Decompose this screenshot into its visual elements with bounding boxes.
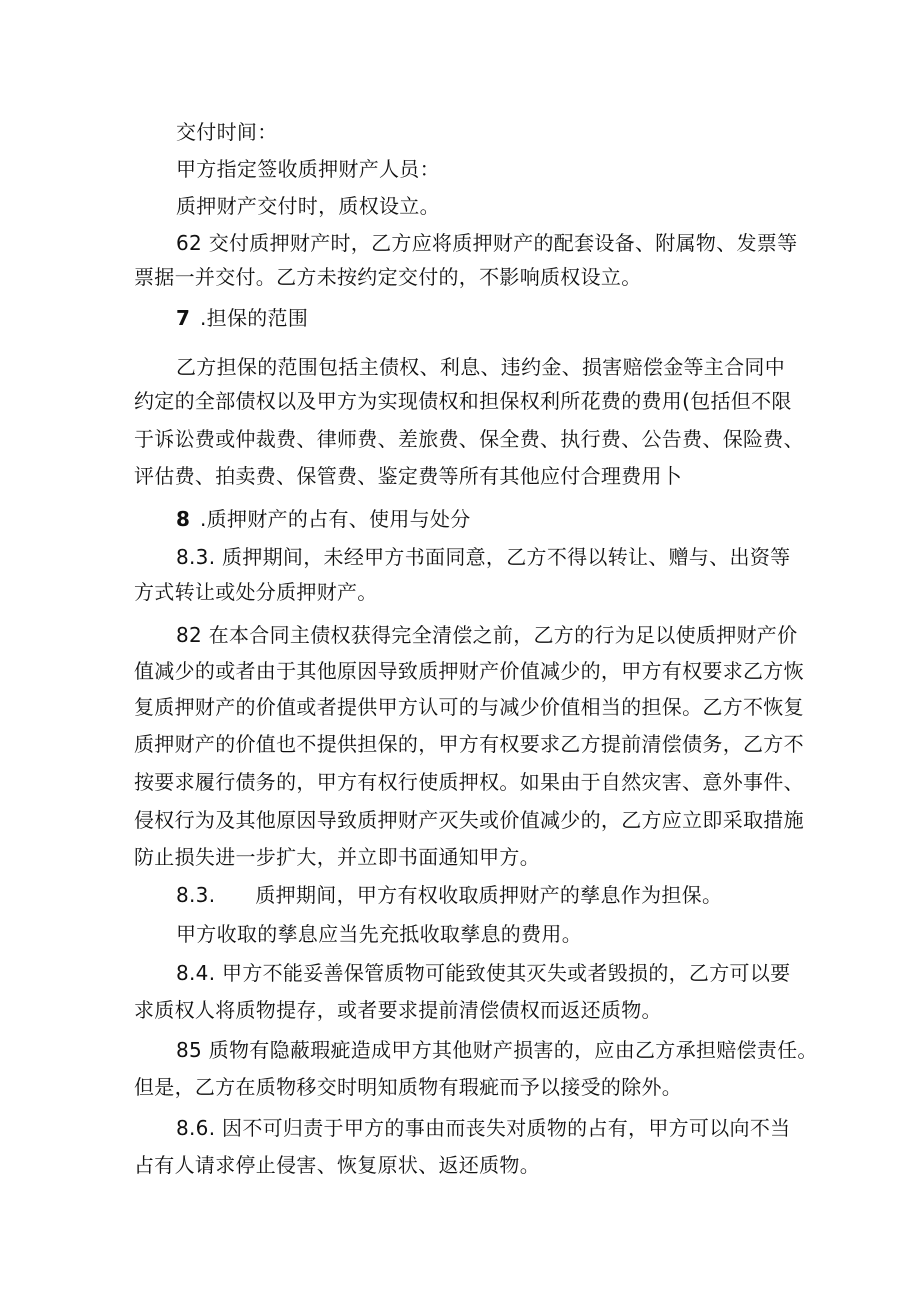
- text-line: 方式转让或处分质押财产。: [134, 580, 378, 604]
- section-title: .担保的范围: [200, 306, 309, 330]
- clause-number: 8.3.: [176, 883, 216, 907]
- text-line: 质押财产的价值也不提供担保的，甲方有权要求乙方提前清偿债务，乙方不: [134, 732, 804, 756]
- text-line: 8.3. 质押期间，未经甲方书面同意，乙方不得以转让、赠与、出资等: [176, 545, 791, 569]
- text-line: 防止损失进一步扩大，并立即书面通知甲方。: [134, 845, 540, 869]
- text-line: 82 在本合同主债权获得完全清偿之前，乙方的行为足以使质押财产价: [176, 623, 798, 647]
- text-line: 乙方担保的范围包括主债权、利息、违约金、损害赔偿金等主合同中: [176, 355, 785, 379]
- section-number: 8: [176, 507, 191, 531]
- text-line: 约定的全部债权以及甲方为实现债权和担保权利所花费的费用(包括但不限: [134, 389, 792, 413]
- text-line: 于诉讼费或仲裁费、律师费、差旅费、保全费、执行费、公告费、保险费、: [134, 427, 804, 451]
- text-line: 甲方指定签收质押财产人员：: [176, 157, 440, 181]
- section-heading-7: [176, 304, 796, 332]
- text-line: 8.6. 因不可归责于甲方的事由而丧失对质物的占有，甲方可以向不当: [176, 1116, 791, 1140]
- text-line: 按要求履行债务的，甲方有权行使质押权。如果由于自然灾害、意外事件、: [134, 770, 804, 794]
- text-line: 值减少的或者由于其他原因导致质押财产价值减少的，甲方有权要求乙方恢: [134, 659, 804, 683]
- section-heading-8: [176, 505, 796, 533]
- section-title: .质押财产的占有、使用与处分: [200, 507, 471, 531]
- text-line: 85 质物有隐蔽瑕疵造成甲方其他财产损害的，应由乙方承担赔偿责任。: [176, 1038, 818, 1062]
- text-line: 侵权行为及其他原因导致质押财产灭失或价值减少的，乙方应立即采取措施: [134, 808, 804, 832]
- text-line: 但是，乙方在质物移交时明知质物有瑕疵而予以接受的除外。: [134, 1075, 683, 1099]
- text-line: 交付时间：: [176, 120, 278, 144]
- text-line: 占有人请求停止侵害、恢复原状、返还质物。: [134, 1153, 540, 1177]
- text-line: 复质押财产的价值或者提供甲方认可的与减少价值相当的担保。乙方不恢复: [134, 695, 804, 719]
- text-line: [176, 881, 796, 909]
- section-number: 7: [176, 306, 191, 330]
- text-line: 甲方收取的孳息应当先充抵收取孳息的费用。: [176, 922, 582, 946]
- text-line: 8.4. 甲方不能妥善保管质物可能致使其灭失或者毁损的，乙方可以要: [176, 961, 791, 985]
- clause-text: 质押期间，甲方有权收取质押财产的孳息作为担保。: [255, 883, 723, 907]
- text-line: 质押财产交付时，质权设立。: [176, 194, 440, 218]
- text-line: 求质权人将质物提存，或者要求提前清偿债权而返还质物。: [134, 998, 662, 1022]
- text-line: 62 交付质押财产时，乙方应将质押财产的配套设备、附属物、发票等: [176, 231, 798, 255]
- text-line: 票据一并交付。乙方未按约定交付的，不影响质权设立。: [134, 265, 642, 289]
- text-line: 评估费、拍卖费、保管费、鉴定费等所有其他应付合理费用卜: [134, 464, 683, 488]
